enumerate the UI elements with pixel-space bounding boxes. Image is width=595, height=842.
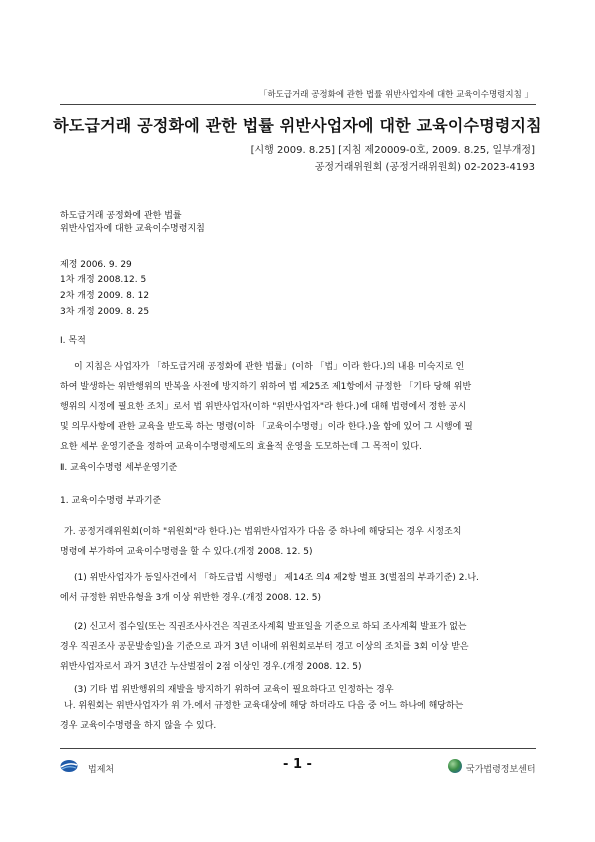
paragraph-line: 요한 세부 운영기준을 정하여 교육이수명령제도의 효율적 운영을 도모하는데 그 목적이 있다. [60, 442, 422, 452]
item-ga [60, 522, 461, 562]
paragraph-line: 위반사업자로서 과거 3년간 누산벌점이 2점 이상인 경우.(개정 2008. 12. 5) [60, 662, 362, 672]
paragraph-line: 에서 규정한 위반유형을 3개 이상 위반한 경우.(개정 2008. 12. 5) [60, 593, 322, 603]
paragraph-line: 행위의 시정에 필요한 조치」로서 법 위반사업자(이하 "위반사업자"라 한다.)에 대해 법령에서 정한 공시 [60, 402, 467, 412]
paragraph-line: 하여 발생하는 위반행위의 반복을 사전에 방지하기 위하여 법 제25조 제1항에서 규정한 「기타 당해 위반 [60, 382, 472, 392]
item-na [60, 696, 463, 736]
section-heading: Ⅰ. 목적 [60, 336, 86, 346]
page-number: - 1 - [283, 757, 312, 772]
item-1 [60, 568, 479, 608]
footer-source: 법제처 [88, 765, 115, 775]
paragraph-line: 및 의무사항에 관한 교육을 받도록 하는 명령(이하 「교육이수명령」이라 한다.)을 함에 있어 그 시행에 필 [60, 422, 473, 432]
history-item: 1차 개정 2008.12. 5 [60, 275, 147, 285]
running-header: 「하도급거래 공정화에 관한 법률 위반사업자에 대한 교육이수명령지침 」 [258, 90, 533, 100]
purpose-paragraph [60, 357, 473, 457]
subsection-heading: 1. 교육이수명령 부과기준 [60, 496, 162, 506]
paragraph-line: 나. 위원회는 위반사업자가 위 가.에서 규정한 교육대상에 해당 하더라도 다음 중 어느 하나에 해당하는 [64, 701, 464, 711]
paragraph-line: 경우 직권조사 공문발송일)을 기준으로 과거 3년 이내에 위원회로부터 경고 이상의 조치를 3회 이상 받은 [60, 642, 469, 652]
history-item: 2차 개정 2009. 8. 12 [60, 291, 150, 301]
item-2 [60, 617, 469, 677]
history-item: 제정 2006. 9. 29 [60, 260, 132, 270]
enforcement-info: [시행 2009. 8.25] [지침 제20009-0호, 2009. 8.25, 일부개정] [250, 145, 535, 156]
footer-divider [60, 748, 536, 749]
globe-icon [448, 759, 462, 773]
paragraph-line: 경우 교육이수명령을 하지 않을 수 있다. [60, 721, 217, 731]
paragraph-line: 가. 공정거래위원회(이하 "위원회"라 한다.)는 법위반사업자가 다음 중 하나에 해당되는 경우 시정조치 [64, 527, 462, 537]
item-3: (3) 기타 법 위반행위의 재발을 방지하기 위하여 교육이 필요하다고 인정하는 경우 [74, 685, 394, 695]
paragraph-line: 이 지침은 사업자가 「하도급거래 공정화에 관한 법률」(이하 「법」이라 한다.)의 내용 미숙지로 인 [74, 362, 465, 372]
section-heading: Ⅱ. 교육이수명령 세부운영기준 [60, 463, 178, 473]
agency-contact: 공정거래위원회 (공정거래위원회) 02-2023-4193 [314, 162, 535, 173]
law-name-1: 하도급거래 공정화에 관한 법률 [60, 211, 182, 221]
paragraph-line: (2) 신고서 접수일(또는 직권조사사건은 직권조사계획 발표일을 기준으로 하되 조사계획 발표가 없는 [74, 622, 467, 632]
header-divider [60, 104, 536, 105]
history-item: 3차 개정 2009. 8. 25 [60, 307, 150, 317]
footer-center-name: 국가법령정보센터 [466, 765, 536, 775]
paragraph-line: 명령에 부가하여 교육이수명령을 할 수 있다.(개정 2008. 12. 5) [60, 547, 313, 557]
page-title: 하도급거래 공정화에 관한 법률 위반사업자에 대한 교육이수명령지침 [53, 116, 542, 135]
law-name-2: 위반사업자에 대한 교육이수명령지침 [60, 224, 205, 234]
paragraph-line: (1) 위반사업자가 동일사건에서 「하도급법 시행령」 제14조 의4 제2항 별표 3(벌점의 부과기준) 2.나. [74, 573, 479, 583]
